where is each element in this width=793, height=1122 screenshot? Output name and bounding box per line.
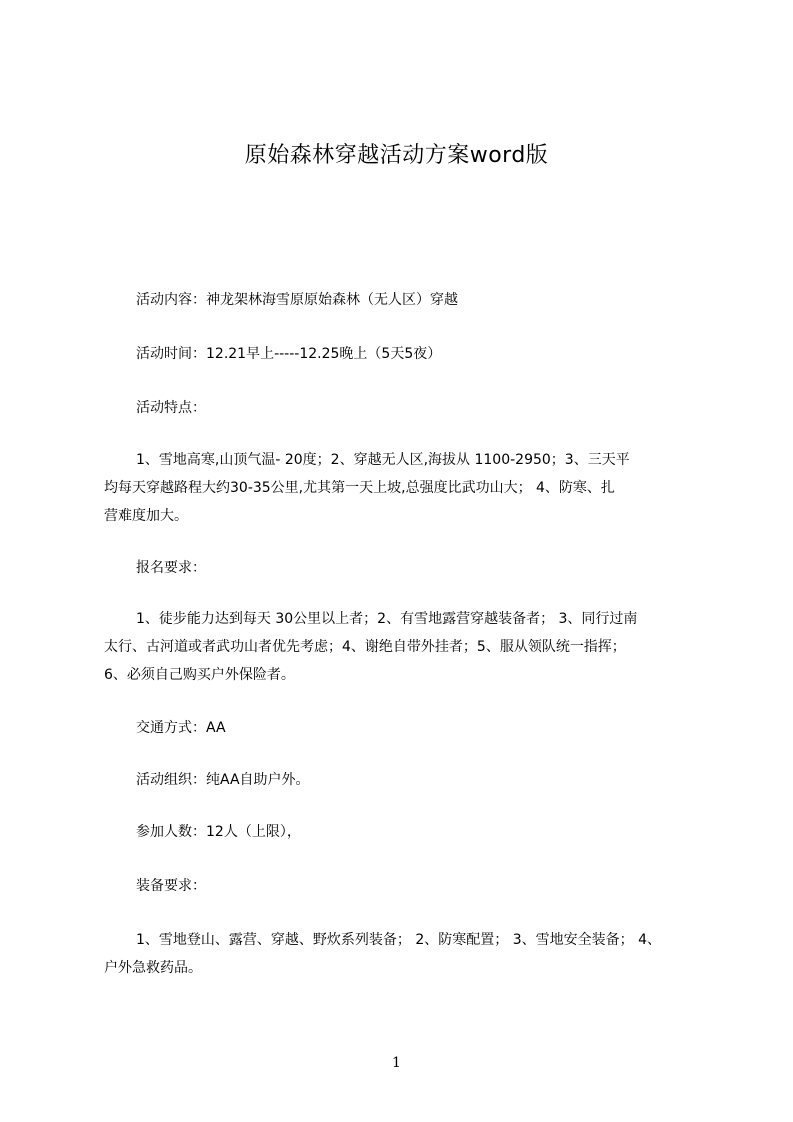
equipment-line-2: 户外急救药品。 <box>104 960 202 976</box>
signup-heading: 报名要求： <box>136 560 206 576</box>
transport-line: 交通方式：AA <box>136 720 226 736</box>
signup-paragraph <box>104 605 704 689</box>
document-title: 原始森林穿越活动方案word版 <box>244 143 549 168</box>
features-paragraph <box>104 446 704 530</box>
signup-line-3: 6、必须自己购买户外保险者。 <box>104 667 295 683</box>
signup-line-1: 1、徒步能力达到每天 30公里以上者；2、有雪地露营穿越装备者； 3、同行过南 <box>136 611 638 627</box>
activity-content: 活动内容：神龙架林海雪原原始森林（无人区）穿越 <box>136 292 458 308</box>
features-line-3: 营难度加大。 <box>104 508 188 524</box>
equipment-line-1: 1、雪地登山、露营、穿越、野炊系列装备； 2、防寒配置； 3、雪地安全装备； 4、 <box>136 932 661 948</box>
activity-time: 活动时间：12.21早上-----12.25晚上（5天5夜） <box>136 346 442 362</box>
equipment-paragraph <box>104 926 704 982</box>
organization-line: 活动组织：纯AA自助户外。 <box>136 772 310 788</box>
page-number: 1 <box>392 1055 401 1071</box>
participants-line: 参加人数：12人（上限）， <box>136 824 301 840</box>
equipment-heading: 装备要求： <box>136 878 206 894</box>
signup-line-2: 太行、古河道或者武功山者优先考虑；4、谢绝自带外挂者；5、服从领队统一指挥； <box>104 639 626 655</box>
features-heading: 活动特点： <box>136 400 206 416</box>
features-line-2: 均每天穿越路程大约30-35公里,尤其第一天上坡,总强度比武功山大； 4、防寒、扎 <box>104 480 615 496</box>
features-line-1: 1、雪地高寒,山顶气温- 20度；2、穿越无人区,海拔从 1100-2950；3、三天平 <box>136 452 630 468</box>
